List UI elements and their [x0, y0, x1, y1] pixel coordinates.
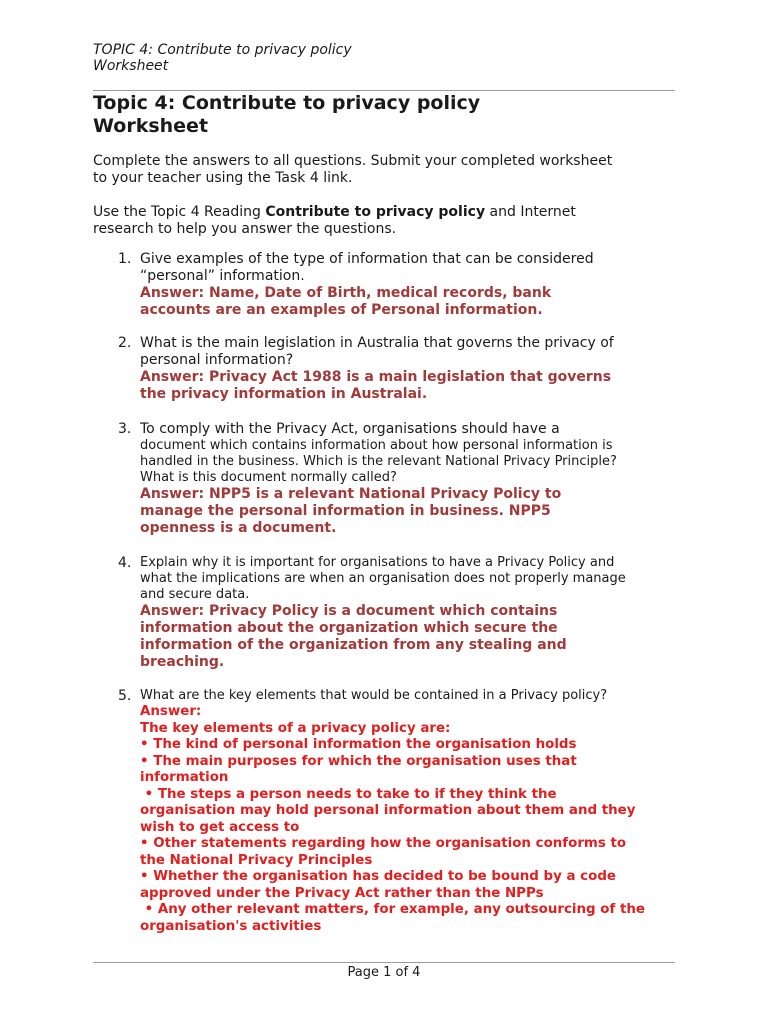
- answer-text: openness is a document.: [140, 520, 337, 536]
- header-line-2: Worksheet: [93, 58, 169, 74]
- title-line-1: Topic 4: Contribute to privacy policy: [93, 92, 481, 114]
- answer-line: • The steps a person needs to take to if they think the: [140, 786, 557, 802]
- question-number: 5.: [118, 688, 132, 704]
- answer-text: Answer: Privacy Policy is a document which contains: [140, 603, 558, 619]
- question-text: Explain why it is important for organisations to have a Privacy Policy and: [140, 555, 615, 570]
- question-text: What is this document normally called?: [140, 470, 397, 485]
- reading-line-2: research to help you answer the questions.: [93, 221, 397, 237]
- footer-divider: [93, 962, 675, 963]
- answer-line: • Whether the organisation has decided to be bound by a code: [140, 869, 616, 884]
- page-title: [93, 92, 480, 138]
- question-text: To comply with the Privacy Act, organisations should have a: [140, 421, 560, 437]
- question-text: “personal” information.: [140, 268, 305, 284]
- question-text: and secure data.: [140, 587, 250, 602]
- answer-line: organisation's activities: [140, 918, 322, 934]
- question-text: what the implications are when an organisation does not properly manage: [140, 571, 626, 586]
- running-header: [93, 42, 352, 74]
- answer-line: • Any other relevant matters, for example, any outsourcing of the: [140, 902, 645, 917]
- question-number: 4.: [118, 555, 132, 571]
- answer-text: manage the personal information in business. NPP5: [140, 503, 551, 519]
- answer-line: • The kind of personal information the organisation holds: [140, 737, 577, 752]
- answer-text: breaching.: [140, 654, 225, 670]
- question-text: document which contains information about how personal information is: [140, 438, 613, 453]
- answer-line: • Other statements regarding how the organisation conforms to: [140, 836, 627, 851]
- answer-text: information of the organization from any stealing and: [140, 637, 567, 653]
- question-text: Give examples of the type of information that can be considered: [140, 251, 594, 267]
- answer-text: Answer: NPP5 is a relevant National Privacy Policy to: [140, 486, 562, 502]
- answer-text: information about the organization which secure the: [140, 620, 558, 636]
- answer-text: Answer: Privacy Act 1988 is a main legislation that governs: [140, 369, 612, 385]
- question-text: What is the main legislation in Australia that governs the privacy of: [140, 335, 614, 351]
- answer-text: Answer: Name, Date of Birth, medical records, bank: [140, 285, 552, 301]
- answer-line: information: [140, 770, 229, 785]
- answer-text: the privacy information in Australai.: [140, 386, 428, 402]
- reading-pre: Use the Topic 4 Reading: [93, 204, 266, 220]
- answer-label: Answer:: [140, 704, 202, 719]
- reading-line-1: [93, 204, 683, 221]
- question-text: What are the key elements that would be contained in a Privacy policy?: [140, 688, 608, 703]
- answer-line: The key elements of a privacy policy are:: [140, 720, 451, 736]
- answer-line: • The main purposes for which the organisation uses that: [140, 753, 577, 769]
- intro-line-1: Complete the answers to all questions. Submit your completed worksheet: [93, 153, 613, 169]
- intro-line-2: to your teacher using the Task 4 link.: [93, 170, 353, 186]
- answer-line: wish to get access to: [140, 819, 300, 835]
- intro-paragraph: [93, 153, 683, 187]
- answer-line: approved under the Privacy Act rather than the NPPs: [140, 885, 544, 901]
- reading-post: and Internet: [485, 204, 576, 220]
- question-number: 2.: [118, 335, 132, 351]
- question-number: 3.: [118, 421, 132, 437]
- answer-line: organisation may hold personal information about them and they: [140, 803, 636, 818]
- page-number: Page 1 of 4: [347, 965, 421, 980]
- answer-text: accounts are an examples of Personal information.: [140, 302, 543, 318]
- title-line-2: Worksheet: [93, 115, 209, 137]
- question-text: handled in the business. Which is the relevant National Privacy Principle?: [140, 454, 617, 469]
- question-text: personal information?: [140, 352, 294, 368]
- header-line-1: TOPIC 4: Contribute to privacy policy: [93, 42, 352, 58]
- reading-title-bold: Contribute to privacy policy: [265, 204, 486, 220]
- reading-paragraph: [93, 204, 683, 238]
- question-number: 1.: [118, 251, 132, 267]
- header-divider: [93, 90, 675, 91]
- answer-line: the National Privacy Principles: [140, 852, 373, 868]
